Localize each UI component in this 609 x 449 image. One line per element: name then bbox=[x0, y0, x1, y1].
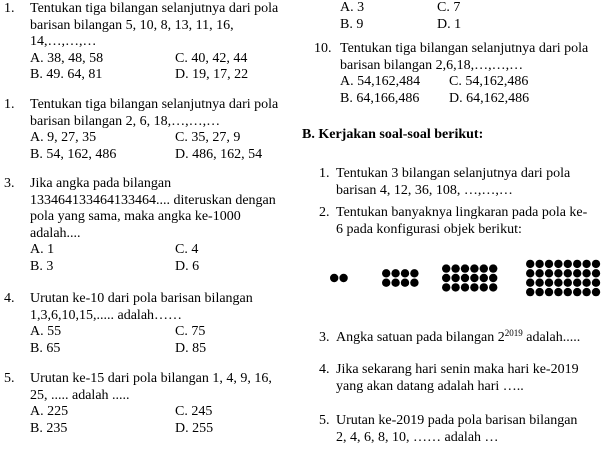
option-c[interactable]: C. 54,162,486 bbox=[449, 74, 529, 89]
question-number: 4. bbox=[319, 362, 330, 377]
dot bbox=[401, 279, 409, 287]
option-d[interactable]: D. 1 bbox=[437, 16, 462, 32]
option-b[interactable]: B. 3 bbox=[30, 258, 54, 274]
dot bbox=[564, 269, 572, 277]
dot bbox=[592, 288, 600, 296]
dot bbox=[451, 283, 459, 291]
question-text: Urutan ke-2019 pada pola barisan bilangan 2, 4, 6, 8, 10, …… adalah … bbox=[336, 413, 578, 445]
question-1 bbox=[4, 1, 300, 84]
option-d[interactable]: D. 6 bbox=[175, 258, 200, 274]
dot-pattern-1 bbox=[330, 274, 348, 282]
question-number: 5. bbox=[4, 371, 15, 386]
dot bbox=[401, 269, 409, 277]
dot bbox=[470, 264, 478, 272]
dot bbox=[564, 279, 572, 287]
option-b[interactable]: B. 65 bbox=[30, 340, 61, 356]
dot bbox=[564, 260, 572, 268]
dot bbox=[535, 288, 543, 296]
section-b-title: B. Kerjakan soal-soal berikut: bbox=[302, 127, 484, 142]
dot bbox=[554, 269, 562, 277]
answer-options-continued bbox=[340, 0, 557, 33]
question-number: 10. bbox=[314, 41, 332, 56]
answer-options bbox=[30, 130, 300, 163]
question-number: 2. bbox=[319, 205, 330, 220]
dot bbox=[582, 288, 590, 296]
dot bbox=[526, 288, 534, 296]
dot bbox=[410, 269, 418, 277]
question-3 bbox=[4, 176, 300, 275]
dot bbox=[489, 264, 497, 272]
option-a[interactable]: A. 225 bbox=[30, 404, 69, 419]
option-c[interactable]: C. 75 bbox=[175, 324, 206, 339]
option-d[interactable]: D. 486, 162, 54 bbox=[175, 146, 263, 162]
answer-options bbox=[30, 404, 300, 437]
question-text: Urutan ke-10 dari pola barisan bilangan 1,3,6,10,15,..... adalah…… bbox=[30, 291, 253, 323]
dot-pattern-3 bbox=[442, 264, 497, 291]
dot bbox=[554, 279, 562, 287]
question-number: 4. bbox=[4, 291, 15, 306]
option-b[interactable]: B. 54, 162, 486 bbox=[30, 146, 117, 162]
question-number: 1. bbox=[4, 1, 15, 16]
dot bbox=[545, 279, 553, 287]
dot bbox=[526, 260, 534, 268]
question-text: Tentukan banyaknya lingkaran pada pola ke- 6 pada konfigurasi objek berikut: bbox=[336, 205, 588, 237]
option-a[interactable]: A. 38, 48, 58 bbox=[30, 50, 104, 66]
dot bbox=[592, 279, 600, 287]
dot bbox=[564, 288, 572, 296]
option-a[interactable]: A. 9, 27, 35 bbox=[30, 130, 97, 145]
dot bbox=[442, 274, 450, 282]
dot-pattern-2 bbox=[382, 269, 419, 287]
dot-pattern-figure bbox=[330, 254, 609, 302]
essay-question-5 bbox=[319, 413, 609, 446]
dot bbox=[451, 274, 459, 282]
question-text: Jika sekarang hari senin maka hari ke-2019 yang akan datang adalah hari ….. bbox=[336, 362, 579, 394]
dot bbox=[461, 264, 469, 272]
answer-options bbox=[30, 51, 300, 84]
dot bbox=[410, 279, 418, 287]
dot bbox=[470, 274, 478, 282]
option-b[interactable]: B. 9 bbox=[340, 16, 364, 32]
answer-options bbox=[30, 324, 300, 357]
question-2 bbox=[4, 97, 300, 163]
dot bbox=[535, 260, 543, 268]
option-d[interactable]: D. 255 bbox=[175, 420, 214, 436]
question-number: 3. bbox=[319, 330, 330, 345]
question-number: 3. bbox=[4, 176, 15, 191]
option-b[interactable]: B. 64,166,486 bbox=[340, 90, 420, 106]
option-d[interactable]: D. 64,162,486 bbox=[449, 90, 530, 106]
question-10 bbox=[314, 41, 609, 107]
question-text: Jika angka pada bilangan 133464133464133464.... diteruskan dengan pola yang sama, maka angka ke-1000 adalah.... bbox=[30, 176, 276, 241]
dot bbox=[480, 274, 488, 282]
question-number: 1. bbox=[4, 97, 15, 112]
option-d[interactable]: D. 19, 17, 22 bbox=[175, 67, 249, 82]
dot bbox=[442, 283, 450, 291]
option-b[interactable]: B. 49. 64, 81 bbox=[30, 67, 103, 82]
essay-question-2 bbox=[319, 205, 609, 238]
dot bbox=[489, 274, 497, 282]
dot bbox=[330, 274, 338, 282]
option-c[interactable]: C. 4 bbox=[175, 242, 199, 257]
dot bbox=[526, 279, 534, 287]
question-text: Tentukan tiga bilangan selanjutnya dari pola barisan bilangan 2,6,18,…,…,… bbox=[340, 41, 589, 73]
dot bbox=[391, 279, 399, 287]
option-a[interactable]: A. 3 bbox=[340, 0, 365, 15]
exponent: 2019 bbox=[504, 328, 523, 338]
dot bbox=[535, 269, 543, 277]
question-text: Tentukan 3 bilangan selanjutnya dari pola barisan 4, 12, 36, 108, …,…,… bbox=[336, 166, 571, 198]
option-c[interactable]: C. 40, 42, 44 bbox=[175, 50, 248, 66]
option-c[interactable]: C. 7 bbox=[437, 0, 461, 15]
option-a[interactable]: A. 1 bbox=[30, 242, 55, 257]
dot bbox=[382, 279, 390, 287]
essay-question-1 bbox=[319, 166, 609, 199]
answer-options bbox=[340, 74, 609, 107]
option-a[interactable]: A. 55 bbox=[30, 324, 62, 339]
dot bbox=[573, 279, 581, 287]
dot bbox=[461, 274, 469, 282]
dot bbox=[592, 260, 600, 268]
dot bbox=[480, 283, 488, 291]
dot bbox=[391, 269, 399, 277]
dot bbox=[545, 288, 553, 296]
dot bbox=[582, 279, 590, 287]
dot bbox=[573, 288, 581, 296]
question-5 bbox=[4, 371, 300, 437]
dot bbox=[339, 274, 347, 282]
dot bbox=[489, 283, 497, 291]
dot bbox=[554, 260, 562, 268]
dot bbox=[582, 260, 590, 268]
dot bbox=[382, 269, 390, 277]
question-text: Tentukan tiga bilangan selanjutnya dari pola barisan bilangan 5, 10, 8, 13, 11, 16, 14,…,…,… bbox=[30, 1, 279, 49]
question-number: 1. bbox=[319, 166, 330, 181]
dot-pattern-4 bbox=[526, 260, 600, 297]
option-c[interactable]: C. 35, 27, 9 bbox=[175, 130, 241, 145]
answer-options bbox=[30, 242, 300, 275]
dot bbox=[451, 264, 459, 272]
dot bbox=[442, 264, 450, 272]
dot bbox=[526, 269, 534, 277]
question-number: 5. bbox=[319, 413, 330, 428]
question-4 bbox=[4, 291, 300, 357]
dot bbox=[592, 269, 600, 277]
option-c[interactable]: C. 245 bbox=[175, 404, 213, 419]
option-a[interactable]: A. 54,162,484 bbox=[340, 74, 421, 89]
dot bbox=[535, 279, 543, 287]
dot bbox=[582, 269, 590, 277]
dot bbox=[545, 260, 553, 268]
dot bbox=[554, 288, 562, 296]
question-text: Tentukan tiga bilangan selanjutnya dari pola barisan bilangan 2, 6, 18,…,…,… bbox=[30, 97, 279, 129]
essay-question-4 bbox=[319, 362, 609, 395]
dot bbox=[573, 260, 581, 268]
dot bbox=[480, 264, 488, 272]
option-d[interactable]: D. 85 bbox=[175, 340, 207, 356]
question-text: Urutan ke-15 dari pola bilangan 1, 4, 9, 16, 25, ..... adalah ..... bbox=[30, 371, 272, 403]
question-text: Angka satuan pada bilangan $2^{2019}$ adalah..... bbox=[336, 328, 581, 345]
dot bbox=[545, 269, 553, 277]
option-b[interactable]: B. 235 bbox=[30, 420, 68, 436]
dot bbox=[470, 283, 478, 291]
dot bbox=[461, 283, 469, 291]
essay-question-3 bbox=[319, 330, 609, 347]
dot bbox=[573, 269, 581, 277]
